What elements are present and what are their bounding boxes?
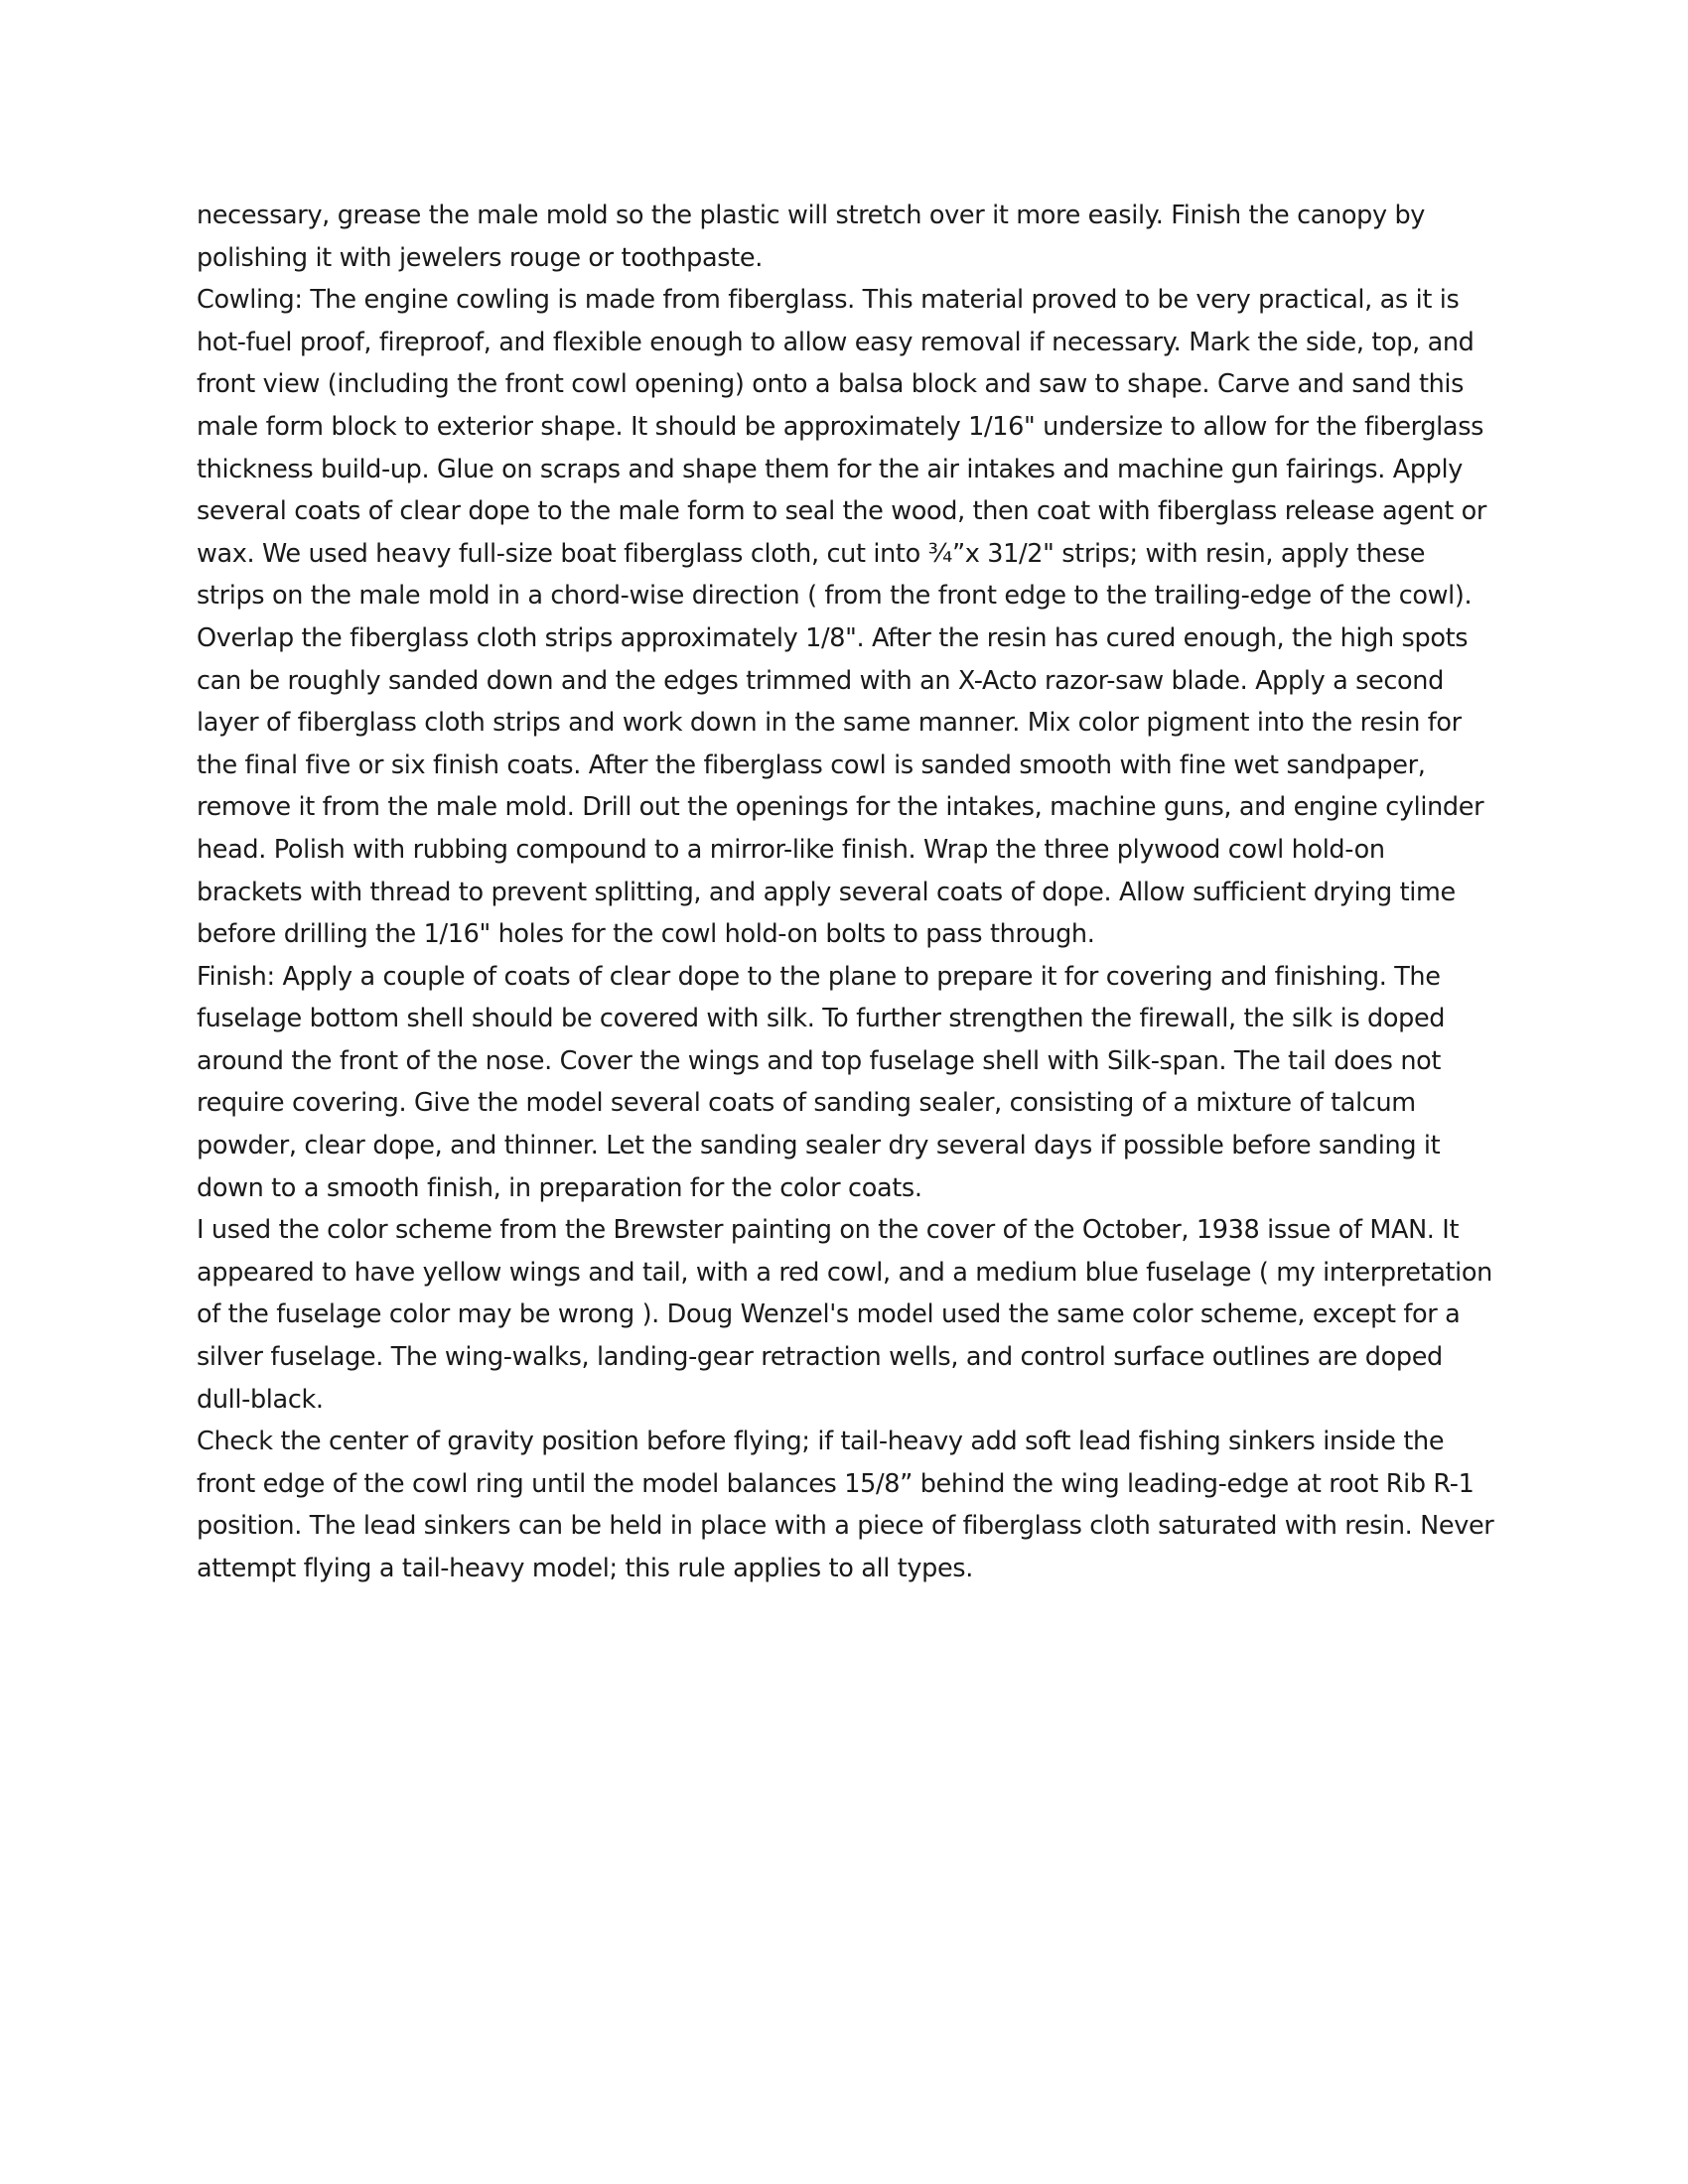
body-text <box>197 195 1497 1590</box>
paragraph-color-scheme: I used the color scheme from the Brewster painting on the cover of the October, 1938 issue of MAN. It appeared to have yellow wings and tail, with a red cowl, and a medium blue fuselage ( my interpretation of the fuselage color may be wrong ). Doug Wenzel's model used the same color scheme, except for a silver fuselage. The wing-walks, landing-gear retraction wells, and control surface outlines are doped dull-black. <box>197 1215 1492 1415</box>
paragraph-center-of-gravity: Check the center of gravity position before flying; if tail-heavy add soft lead fishing sinkers inside the front edge of the cowl ring until the model balances 15/8” behind the wing leading-edge at root Rib R-1 position. The lead sinkers can be held in place with a piece of fiberglass cloth saturated with resin. Never attempt flying a tail-heavy model; this rule applies to all types. <box>197 1427 1494 1583</box>
paragraph-cowling: Cowling: The engine cowling is made from fiberglass. This material proved to be very practical, as it is hot-fuel proof, fireproof, and flexible enough to allow easy removal if necessary. Mark the side, top, and front view (including the front cowl opening) onto a balsa block and saw to shape. Carve and sand this male form block to exterior shape. It should be approximately 1/16" undersize to allow for the fiberglass thickness build-up. Glue on scraps and shape them for the air intakes and machine gun fairings. Apply several coats of clear dope to the male form to seal the wood, then coat with fiberglass release agent or wax. We used heavy full-size boat fiberglass cloth, cut into ¾”x 31/2" strips; with resin, apply these strips on the male mold in a chord-wise direction ( from the front edge to the trailing-edge of the cowl). Overlap the fiberglass cloth strips approximately 1/8". After the resin has cured enough, the high spots can be roughly sanded down and the edges trimmed with an X-Acto razor-saw blade. Apply a second layer of fiberglass cloth strips and work down in the same manner. Mix color pigment into the resin for the final five or six finish coats. After the fiberglass cowl is sanded smooth with fine wet sandpaper, remove it from the male mold. Drill out the openings for the intakes, machine guns, and engine cylinder head. Polish with rubbing compound to a mirror-like finish. Wrap the three plywood cowl hold-on brackets with thread to prevent splitting, and apply several coats of dope. Allow sufficient drying time before drilling the 1/16" holes for the cowl hold-on bolts to pass through. <box>197 285 1487 950</box>
paragraph-canopy-finish: necessary, grease the male mold so the plastic will stretch over it more easily. Finish the canopy by polishing it with jewelers rouge or toothpaste. <box>197 201 1426 273</box>
paragraph-finish: Finish: Apply a couple of coats of clear dope to the plane to prepare it for covering and finishing. The fuselage bottom shell should be covered with silk. To further strengthen the firewall, the silk is doped around the front of the nose. Cover the wings and top fuselage shell with Silk-span. The tail does not require covering. Give the model several coats of sanding sealer, consisting of a mixture of talcum powder, clear dope, and thinner. Let the sanding sealer dry several days if possible before sanding it down to a smooth finish, in preparation for the color coats. <box>197 961 1446 1203</box>
